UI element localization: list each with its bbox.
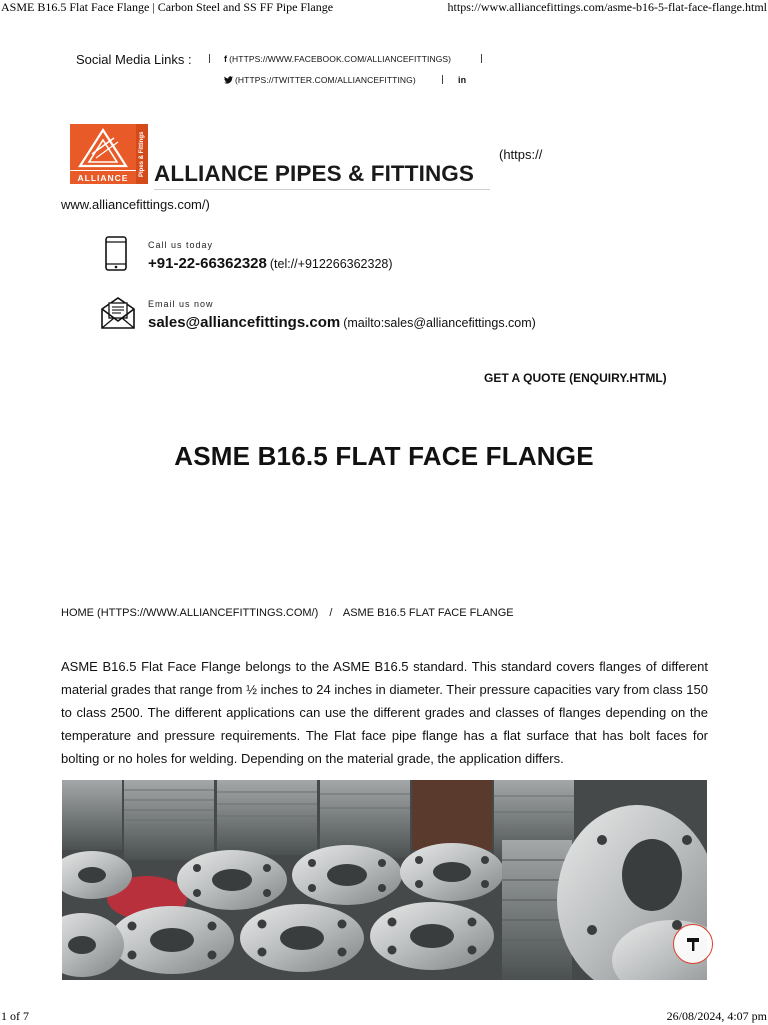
print-datetime: 26/08/2024, 4:07 pm (666, 1009, 767, 1023)
logo-underline (154, 189, 490, 190)
breadcrumb-home-link[interactable]: HOME (HTTPS://WWW.ALLIANCEFITTINGS.COM/) (61, 607, 319, 619)
email-kicker: Email us now (148, 299, 214, 309)
site-logo[interactable] (70, 124, 490, 190)
print-footer (0, 1009, 768, 1025)
email-link[interactable] (148, 314, 536, 331)
breadcrumb (61, 607, 514, 619)
facebook-link-text: (HTTPS://WWW.FACEBOOK.COM/ALLIANCEFITTINGS) (229, 54, 452, 64)
divider (481, 54, 482, 63)
page-counter: 1 of 7 (1, 1009, 29, 1023)
logo-strip-text: ALLIANCE (70, 170, 136, 184)
logo-url-suffix: www.alliancefittings.com/) (61, 197, 210, 212)
phone-contact (100, 236, 660, 280)
facebook-icon: f (224, 54, 228, 64)
email-href: (mailto:sales@alliancefittings.com) (343, 316, 536, 330)
mobile-phone-icon (100, 236, 132, 272)
social-media-label: Social Media Links : (76, 52, 192, 67)
logo-mark (70, 124, 148, 184)
intro-paragraph: ASME B16.5 Flat Face Flange belongs to the ASME B16.5 standard. This standard covers flanges of different material grades that range from ½ inches to 24 inches in diameter. Their pressure capacities vary from class 150 to class 2500. The different applications can use the different grades and classes of flanges depending on the temperature and pressure requirements. The Flat face pipe flange has a flat surface that has bolt faces for bolting or no holes for welding. Depending on the material grade, the application differs. (61, 659, 708, 766)
hammer-icon (685, 936, 701, 952)
print-header (0, 0, 768, 16)
email-contact (100, 295, 660, 339)
logo-side-text: Pipes & Fittings (136, 124, 148, 184)
get-a-quote-link[interactable]: GET A QUOTE (ENQUIRY.HTML) (484, 371, 667, 385)
breadcrumb-separator: / (329, 607, 333, 619)
facebook-link[interactable] (224, 54, 451, 64)
linkedin-icon: in (458, 75, 467, 85)
phone-link[interactable] (148, 255, 393, 272)
envelope-icon (100, 295, 136, 331)
floating-tools-button[interactable] (673, 924, 713, 964)
page-title: ASME B16.5 FLAT FACE FLANGE (174, 441, 594, 471)
stacked-flanges-image (62, 780, 707, 980)
print-page-url: https://www.alliancefittings.com/asme-b16-5-flat-face-flange.html (447, 0, 767, 14)
email-address: sales@alliancefittings.com (148, 314, 341, 331)
twitter-icon (224, 76, 233, 84)
flange-photo (62, 780, 707, 980)
divider (209, 54, 210, 63)
phone-number: +91-22-66362328 (148, 255, 267, 272)
print-page-title: ASME B16.5 Flat Face Flange | Carbon Steel and SS FF Pipe Flange (1, 0, 334, 14)
phone-kicker: Call us today (148, 240, 214, 250)
logo-url-prefix: (https:// (499, 147, 543, 162)
phone-href: (tel://+912266362328) (269, 257, 393, 271)
twitter-link[interactable] (224, 75, 416, 85)
divider (442, 75, 443, 84)
twitter-link-text: (HTTPS://TWITTER.COM/ALLIANCEFITTING) (235, 75, 416, 85)
logo-triangle-icon (70, 124, 136, 170)
linkedin-link[interactable] (458, 75, 466, 85)
breadcrumb-current: ASME B16.5 FLAT FACE FLANGE (342, 607, 514, 619)
social-media-bar (76, 48, 676, 92)
company-name: ALLIANCE PIPES & FITTINGS (154, 161, 475, 186)
